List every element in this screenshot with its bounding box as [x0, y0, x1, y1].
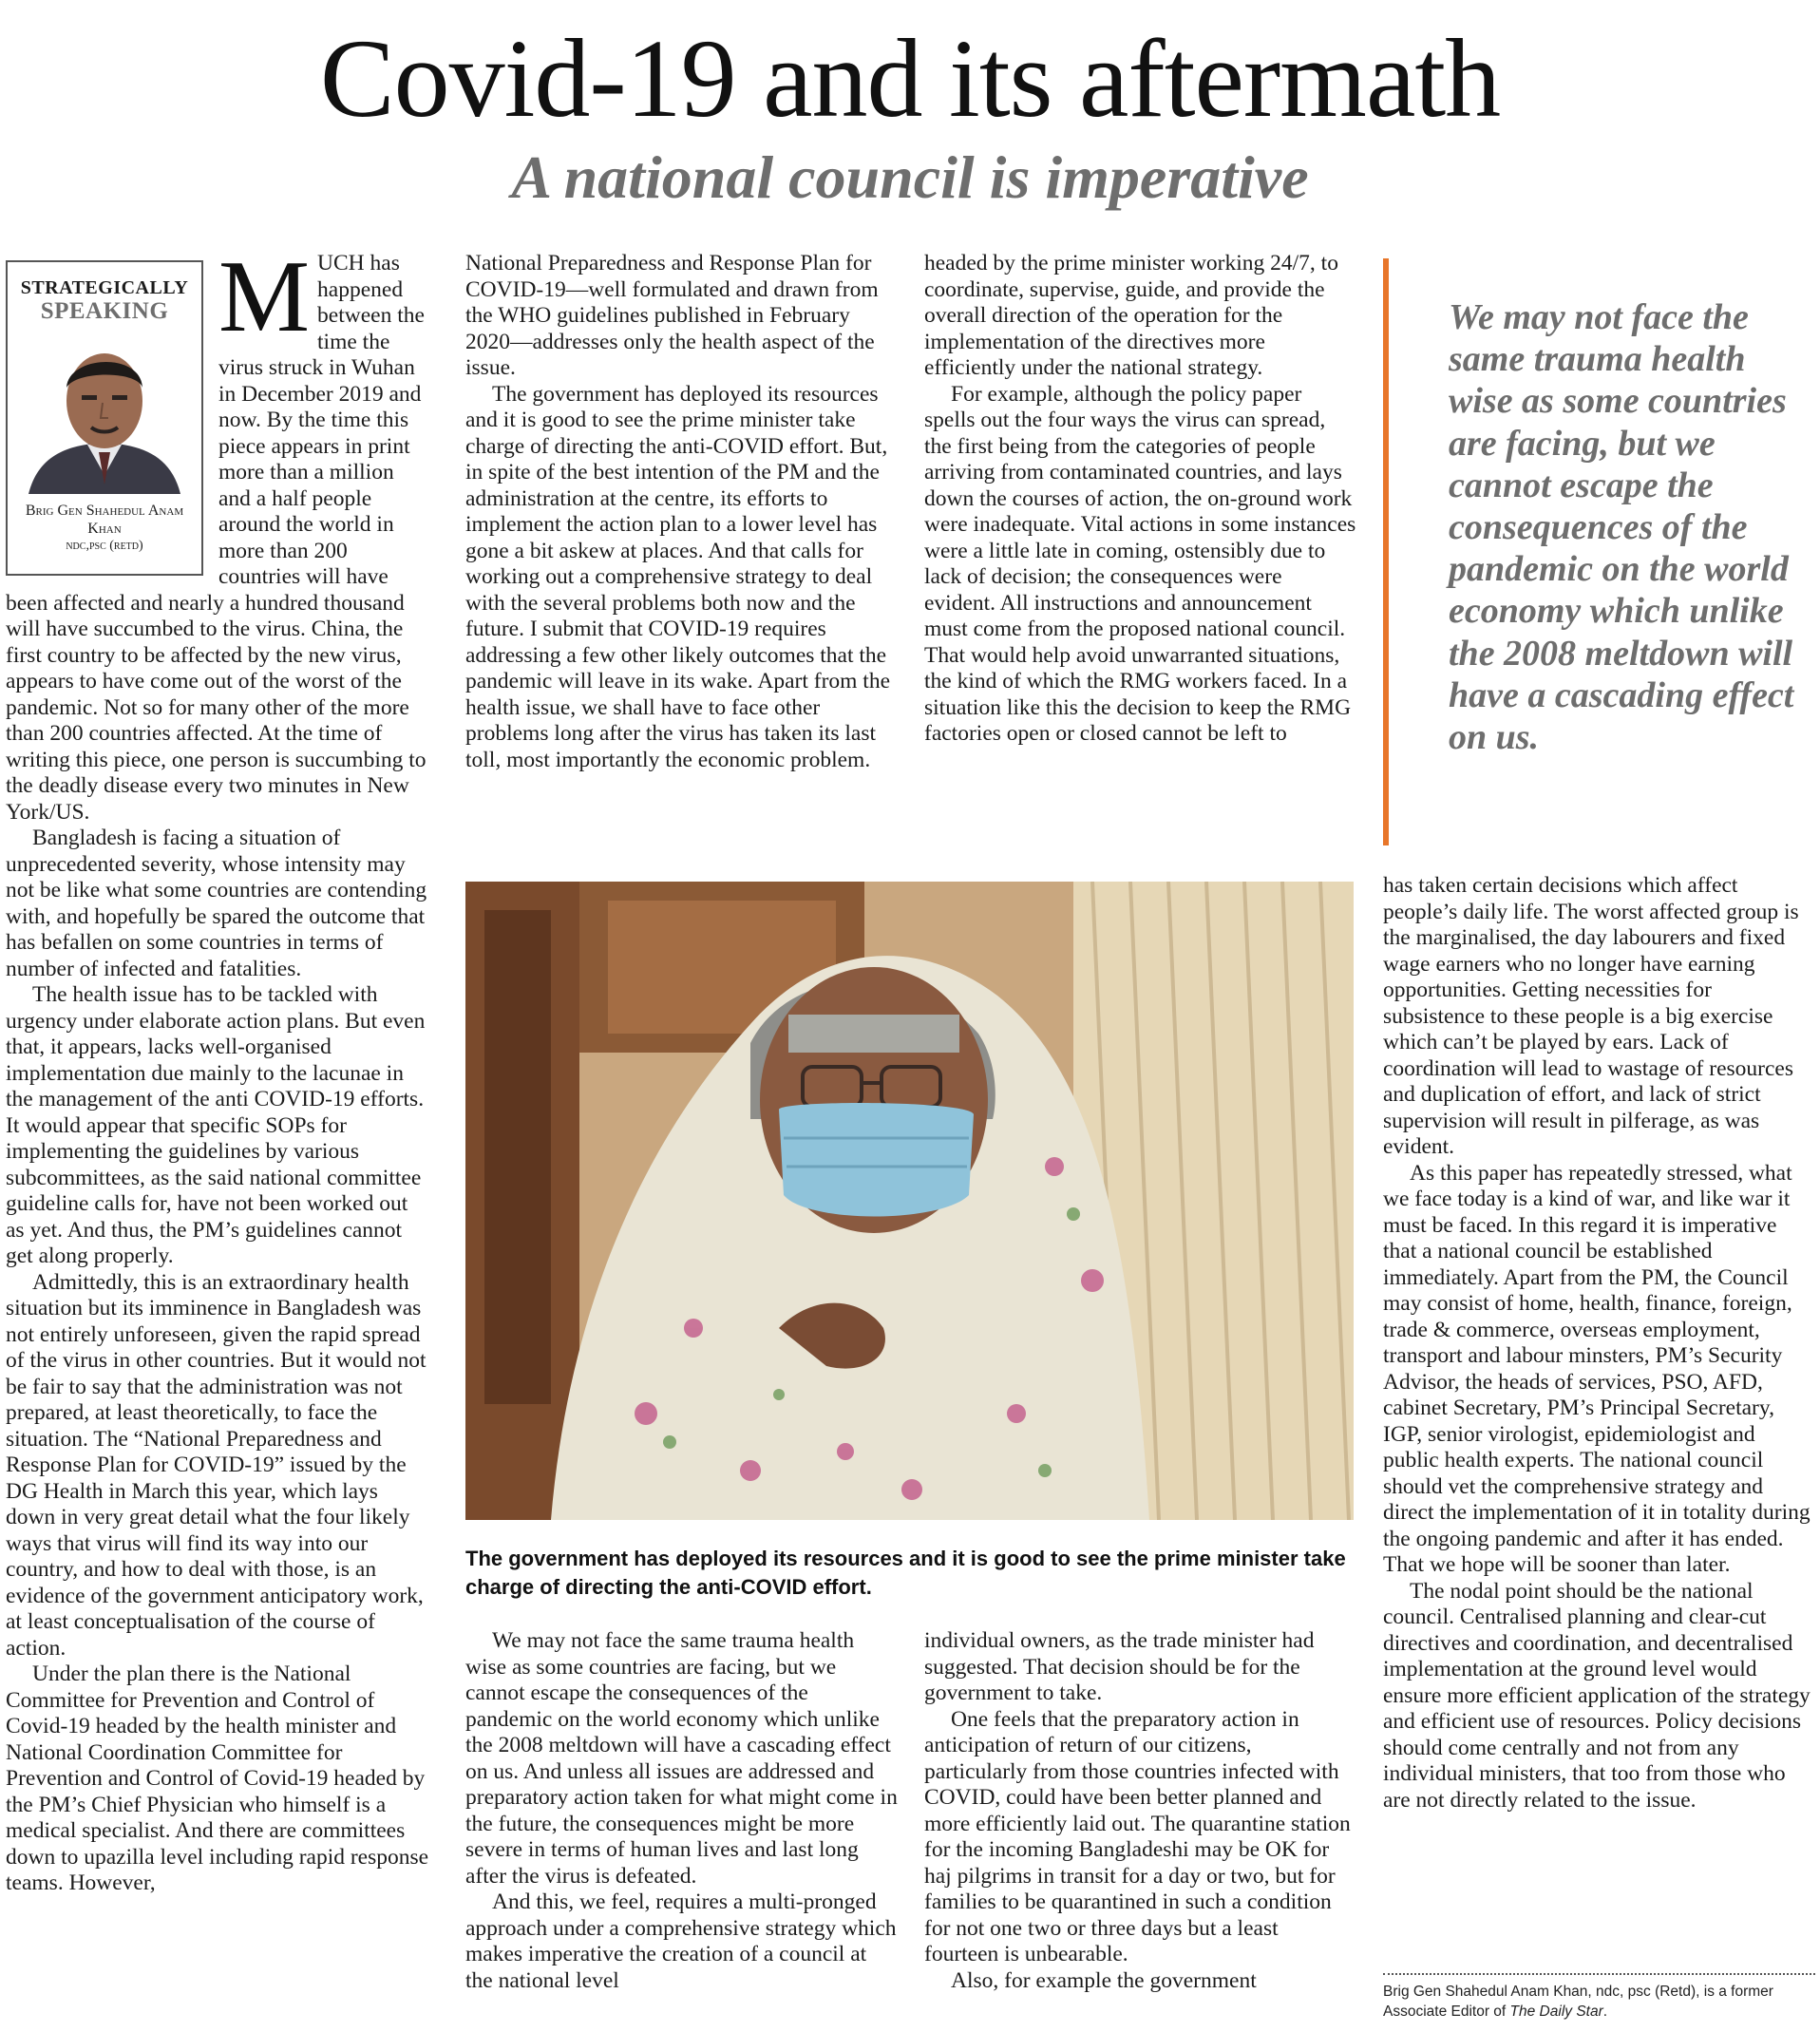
- photo-caption: The government has deployed its resources and it is good to see the prime minister take charge of directing the anti-COVID effort.: [465, 1547, 1346, 1599]
- article-column-2-continued: [465, 1628, 898, 2027]
- drop-cap: M: [218, 251, 311, 353]
- pullquote-bar: [1383, 258, 1389, 845]
- paragraph: The government has deployed its resources and it is good to see the prime minister take charge of directing the anti-COVID effort. But, in spite of the best intention of the PM and the administration at the centre, its efforts to implement the action plan to a lower level has gone a bit askew at places. And that calls for working out a comprehensive strategy to deal with the several problems both now and the future. I submit that COVID-19 requires addressing a few other likely outcomes that the pandemic will leave in its wake. Apart from the health issue, we shall have to face other problems long after the virus has taken its last toll, most importantly the economic problem.: [465, 381, 891, 772]
- article-column-4: [1383, 873, 1815, 1951]
- endnote-end: .: [1602, 2004, 1608, 2020]
- author-box: [6, 260, 203, 576]
- subhead: A national council is imperative: [511, 143, 1309, 211]
- paragraph: UCH has happened between the time the virus struck in Wuhan in December 2019 and now. By the time this piece appears in print more than a million and a half people around the world in more than 200 countries will have been affected and nearly a hundred thousand will have succumbed to the virus. China, the first country to be affected by the new virus, appears to have come out of the worst of the pandemic. Not so for many other of the more than 200 countries affected. At the time of writing this piece, one person is succumbing to the deadly disease every two minutes in New York/US.: [6, 251, 427, 825]
- paragraph: individual owners, as the trade minister had suggested. That decision should be for the government to take.: [924, 1628, 1315, 1705]
- article-column-3: [924, 251, 1356, 859]
- paragraph: One feels that the preparatory action in anticipation of return of our citizens, particularly from those countries infected with COVID, could have been better planned and more efficiently laid out. The quarantine station for the incoming Bangladeshi may be OK for haj pilgrims in transit for a day or two, but for families to be quarantined in such a condition for not one two or three days but a least fourteen is unbearable.: [924, 1706, 1351, 1966]
- column-label-line2: SPEAKING: [40, 298, 169, 324]
- paragraph: National Preparedness and Response Plan for COVID-19—well formulated and drawn from the WHO guidelines published in February 2020—addresses only the health aspect of the issue.: [465, 251, 879, 380]
- endnote-divider: [1383, 1973, 1815, 1975]
- article-column-2: [465, 251, 898, 859]
- pullquote: We may not face the same trauma health wise as some countries are facing, but we cannot escape the consequences of the pandemic on the world economy which unlike the 2008 meltdown will have a cascading effect on us.: [1449, 297, 1794, 758]
- article-column-1: [6, 251, 429, 2027]
- author-endnote: [1383, 1982, 1815, 2022]
- paragraph: The nodal point should be the national council. Centralised planning and clear-cut directives and coordination, and decentralised implementation at the ground level would ensure more efficient application of the strategy and efficient use of resources. Policy decisions should come centrally and not from any individual ministers, that too from those who are not directly related to the issue.: [1383, 1578, 1811, 1813]
- paragraph: The health issue has to be tackled with urgency under elaborate action plans. But even that, it appears, lacks well-organised implementation due mainly to the lacunae in the management of the anti COVID-19 efforts. It would appear that specific SOPs for implementing the guidelines by various subcommittees, as the said national committee guideline calls for, have not been worked out as yet. And thus, the PM’s guidelines cannot get along properly.: [6, 982, 426, 1268]
- paragraph: Under the plan there is the National Committee for Prevention and Control of Covid-19 headed by the health minister and National Coordination Committee for Prevention and Control of Covid-19 headed by the PM’s Chief Physician who himself is a medical specialist. And there are committees down to upazilla level including rapid response teams. However,: [6, 1662, 429, 1895]
- publication-name: The Daily Star: [1509, 2004, 1603, 2020]
- paragraph: Bangladesh is facing a situation of unprecedented severity, whose intensity may not be like what some countries are contending with, and hopefully be spared the outcome that has befallen on some countries in terms of number of infected and fatalities.: [6, 826, 427, 981]
- paragraph: We may not face the same trauma health wise as some countries are facing, but we cannot escape the consequences of the pandemic on the world economy which unlike the 2008 meltdown will have a cascading effect on us. And unless all issues are addressed and preparatory action taken for what might come in the future, the consequences might be more severe in terms of human lives and last long after the virus is defeated.: [465, 1628, 898, 1889]
- author-portrait: [19, 332, 190, 494]
- paragraph: headed by the prime minister working 24/7, to coordinate, supervise, guide, and provide the overall direction of the operation for the implementation of the directives more efficiently under the national strategy.: [924, 251, 1338, 380]
- paragraph: has taken certain decisions which affect people’s daily life. The worst affected group is the marginalised, the day labourers and fixed wage earners who no longer have earning opportunities. Getting necessities for subsistence to these people is a big exercise which can’t be played by ears. Lack of coordination will lead to wastage of resources and duplication of effort, and lack of strict supervision will result in pilferage, as was evident.: [1383, 873, 1799, 1159]
- paragraph: Also, for example the government: [951, 1967, 1257, 1993]
- article-photo: [465, 882, 1354, 1520]
- headline: Covid-19 and its aftermath: [319, 16, 1501, 141]
- column-label-line1: STRATEGICALLY: [20, 277, 189, 298]
- paragraph: As this paper has repeatedly stressed, what we face today is a kind of war, and like war it must be faced. In this regard it is imperative that a national council be established immediately. Apart from the PM, the Council may consist of home, health, finance, foreign, trade & commerce, overseas employment, transport and labour minsters, PM’s Security Advisor, the heads of services, PSO, AFD, cabinet Secretary, PM’s Principal Secretary, IGP, senior virologist, epidemiologist and public health experts. The national council should vet the comprehensive strategy and direct the implementation of it in totality during the ongoing pandemic and after it has ended. That we hope will be sooner than later.: [1383, 1160, 1811, 1577]
- article-column-3-continued: [924, 1628, 1356, 2027]
- author-name: Brig Gen Shahedul Anam Khan: [25, 503, 184, 537]
- paragraph: For example, although the policy paper spells out the four ways the virus can spread, the first being from the categories of people arriving from contaminated countries, and lays down the courses of action, the on-ground work were inadequate. Vital actions in some instances were a little late in coming, ostensibly due to lack of decision; the consequences were evident. All instructions and announcement must come from the proposed national council. That would help avoid unwarranted situations, the kind of which the RMG workers faced. In a situation like this the decision to keep the RMG factories open or closed cannot be left to: [924, 381, 1356, 746]
- author-credentials: ndc,psc (retd): [66, 539, 143, 553]
- endnote-text: Brig Gen Shahedul Anam Khan, ndc, psc (Retd), is a former Associate Editor of: [1383, 1984, 1773, 2020]
- paragraph: Admittedly, this is an extraordinary health situation but its imminence in Bangladesh was not entirely unforeseen, given the rapid spread of the virus in other countries. But it would not be fair to say that the administration was not prepared, at least theoretically, to face the situation. The “National Preparedness and Response Plan for COVID-19” issued by the DG Health in March this year, which lays down in very great detail what the four likely ways that virus will find its way into our country, and how to deal with those, is an evidence of the government anticipatory work, at least conceptualisation of the course of action.: [6, 1269, 427, 1661]
- paragraph: And this, we feel, requires a multi-pronged approach under a comprehensive strategy which makes imperative the creation of a council at the national level: [465, 1890, 897, 1993]
